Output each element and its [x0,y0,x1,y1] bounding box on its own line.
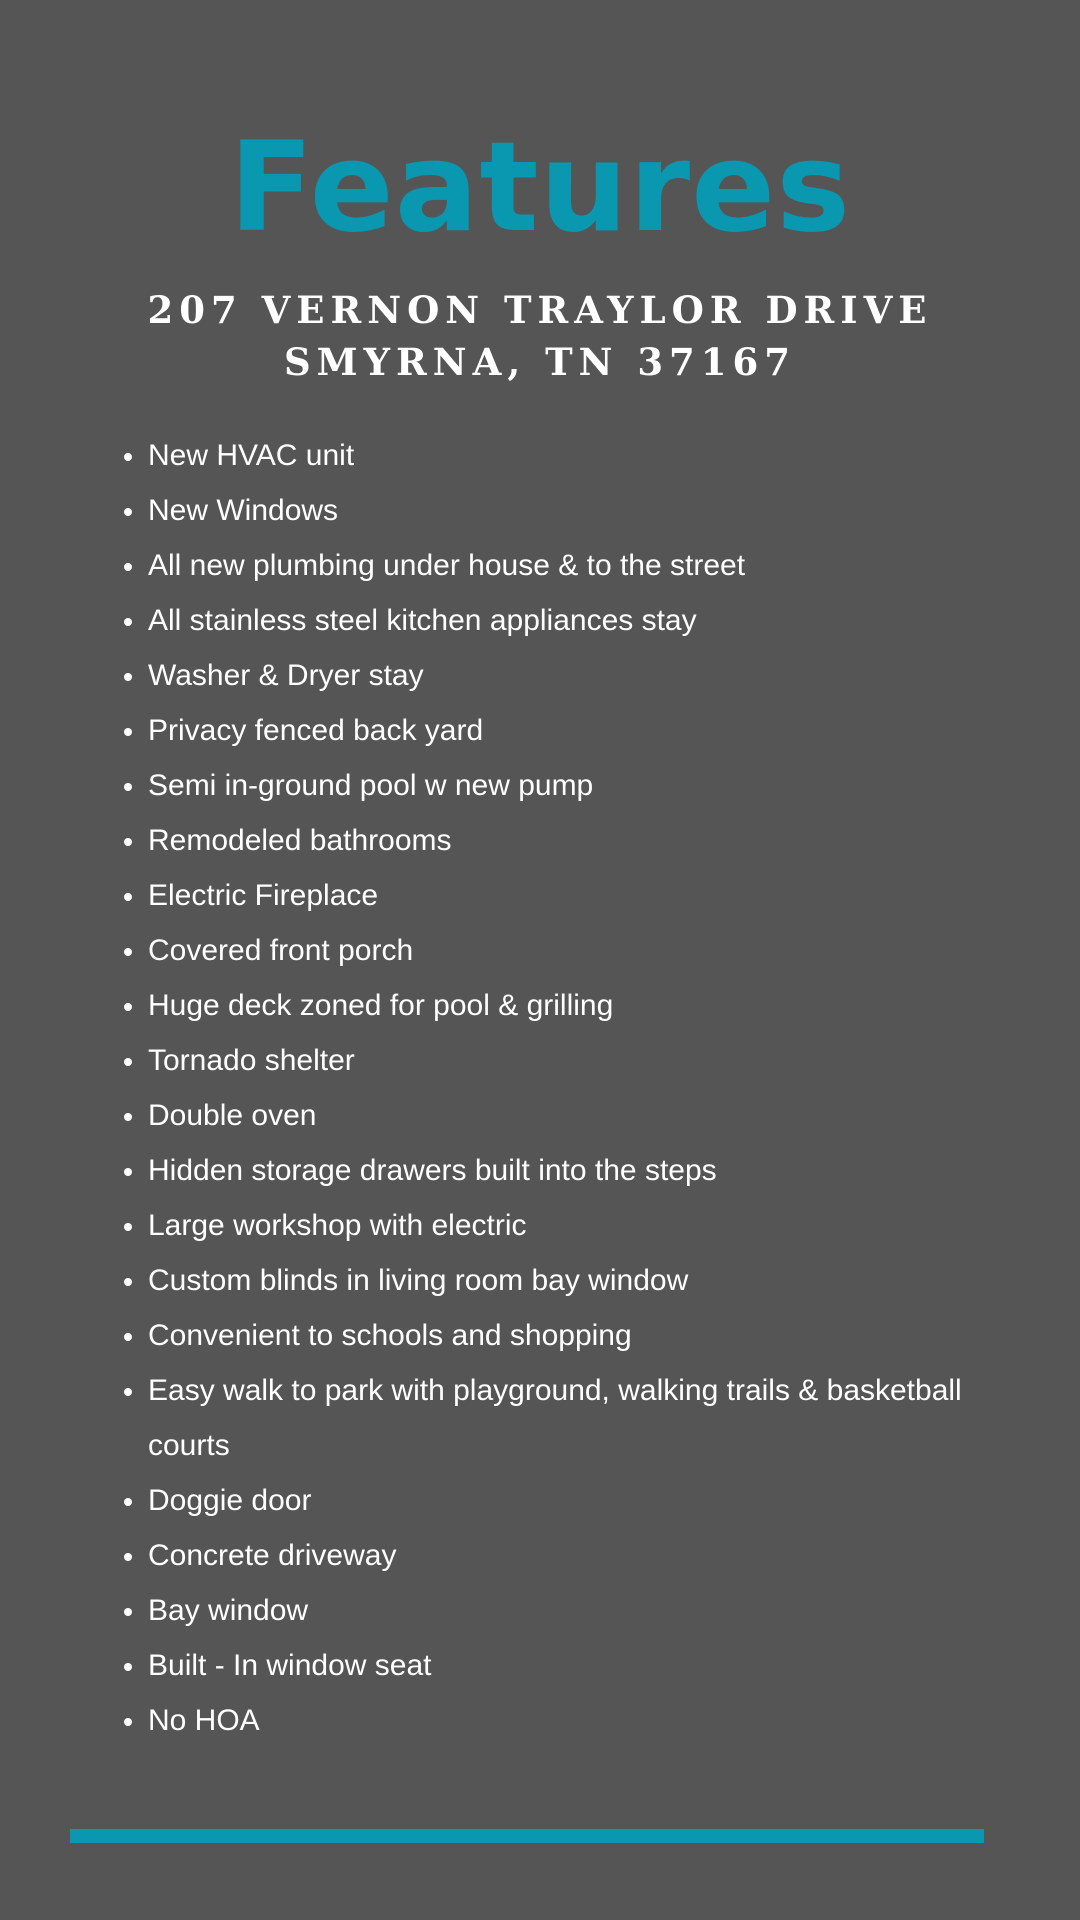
list-item: All new plumbing under house & to the street [118,538,998,593]
address-city-state-zip: SMYRNA, TN 37167 [283,340,797,384]
list-item: Concrete driveway [118,1528,998,1583]
page-title: Features [228,116,852,260]
list-item: Washer & Dryer stay [118,648,998,703]
list-item: Built - In window seat [118,1638,998,1693]
property-address [0,284,1080,388]
list-item: All stainless steel kitchen appliances stay [118,593,998,648]
list-item: Remodeled bathrooms [118,813,998,868]
list-item: Huge deck zoned for pool & grilling [118,978,998,1033]
list-item: Doggie door [118,1473,998,1528]
list-item: Semi in-ground pool w new pump [118,758,998,813]
list-item: Electric Fireplace [118,868,998,923]
features-list [118,428,998,1748]
list-item: Custom blinds in living room bay window [118,1253,998,1308]
list-item: Privacy fenced back yard [118,703,998,758]
list-item: Hidden storage drawers built into the steps [118,1143,998,1198]
list-item: No HOA [118,1693,998,1748]
list-item: Large workshop with electric [118,1198,998,1253]
list-item: New HVAC unit [118,428,998,483]
accent-bar [70,1829,984,1843]
list-item: New Windows [118,483,998,538]
list-item: Covered front porch [118,923,998,978]
list-item: Tornado shelter [118,1033,998,1088]
address-street: 207 VERNON TRAYLOR DRIVE [147,288,933,332]
list-item: Double oven [118,1088,998,1143]
list-item: Convenient to schools and shopping [118,1308,998,1363]
list-item: Easy walk to park with playground, walking trails & basketball courts [118,1363,998,1473]
list-item: Bay window [118,1583,998,1638]
